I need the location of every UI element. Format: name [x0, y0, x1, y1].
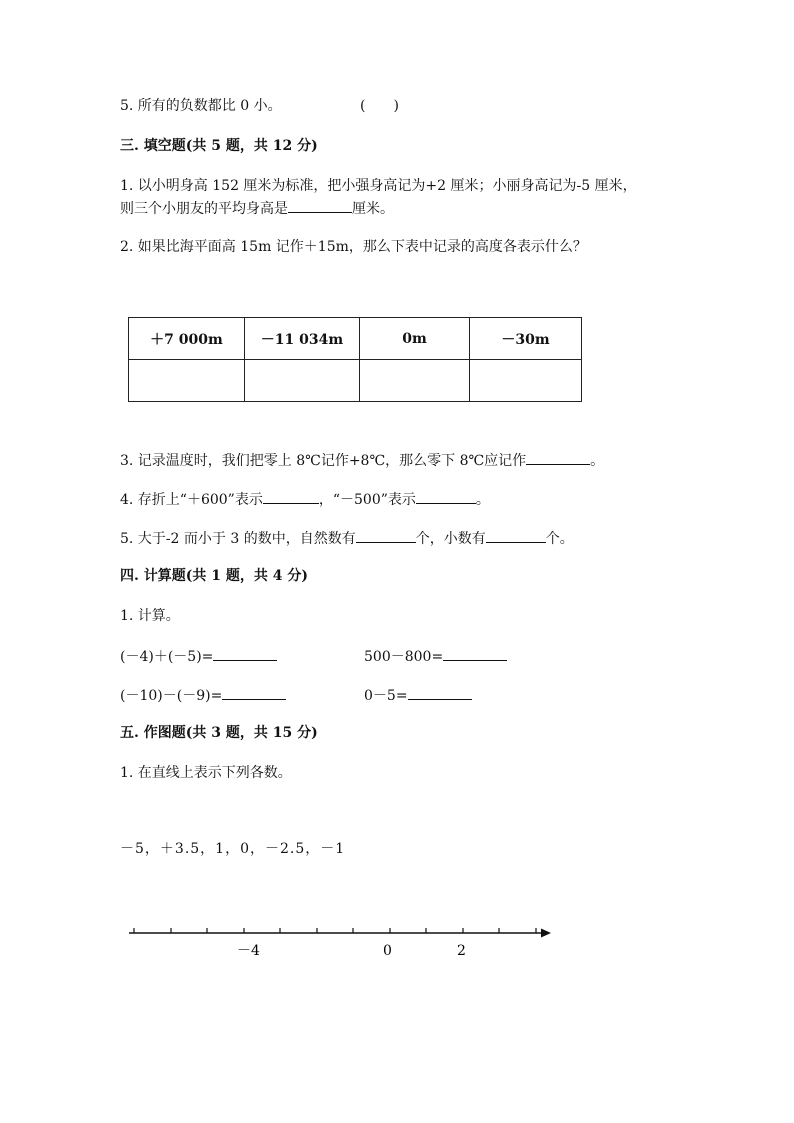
s3-q4	[120, 489, 490, 509]
expr-text: (－4)＋(－5)=	[120, 649, 214, 665]
calc-expression-1	[120, 646, 277, 666]
s3-q1-line1: 1. 以小明身高 152 厘米为标准，把小强身高记为+2 厘米；小丽身高记为-5 厘米，	[120, 178, 637, 194]
number-line[interactable]	[125, 920, 560, 970]
s3-q3-text: 3. 记录温度时，我们把零上 8℃记作+8℃，那么零下 8℃应记作	[120, 453, 527, 469]
answer-cell[interactable]	[360, 360, 470, 402]
answer-cell[interactable]	[129, 360, 245, 402]
numbers-to-plot: －5，＋3.5，1，0，－2.5，－1	[120, 841, 346, 857]
table-header-cell: 0m	[360, 318, 470, 360]
answer-blank[interactable]	[416, 489, 476, 504]
expr-text: 500－800=	[364, 649, 444, 665]
section-5-heading: 五. 作图题(共 3 题，共 15 分)	[120, 725, 318, 741]
table-header-row	[129, 318, 582, 360]
answer-blank[interactable]	[213, 646, 277, 661]
s3-q1-line2	[120, 198, 394, 218]
s3-q5	[120, 528, 574, 548]
expr-text: (－10)－(－9)=	[120, 688, 223, 704]
answer-blank[interactable]	[443, 646, 507, 661]
answer-blank[interactable]	[222, 685, 286, 700]
calc-expression-3	[120, 685, 286, 705]
s3-q5-text1: 5. 大于-2 而小于 3 的数中，自然数有	[120, 531, 356, 547]
s3-q4-text2: ，“－500”表示	[318, 492, 416, 508]
question-5-text: 5. 所有的负数都比 0 小。	[120, 98, 282, 114]
section-4-heading: 四. 计算题(共 1 题，共 4 分)	[120, 568, 308, 584]
answer-parentheses: ( )	[360, 98, 399, 114]
calc-expression-4	[364, 685, 472, 705]
calc-expression-2	[364, 646, 507, 666]
table-answer-row	[129, 360, 582, 402]
table-header-cell: －11 034m	[245, 318, 360, 360]
answer-blank[interactable]	[288, 198, 352, 213]
answer-blank[interactable]	[408, 685, 472, 700]
s3-q4-text3: 。	[475, 492, 490, 508]
section-3-heading: 三. 填空题(共 5 题，共 12 分)	[120, 138, 318, 154]
altitude-table	[128, 317, 582, 402]
s3-q1-text: 则三个小朋友的平均身高是	[120, 201, 288, 217]
answer-cell[interactable]	[245, 360, 360, 402]
s3-q2-text: 2. 如果比海平面高 15m 记作＋15m，那么下表中记录的高度各表示什么？	[120, 239, 587, 255]
answer-blank[interactable]	[356, 528, 416, 543]
axis-label-minus4: －4	[237, 943, 260, 959]
s3-q3	[120, 450, 604, 470]
s3-q5-text3: 个。	[545, 531, 574, 547]
arrow-icon	[541, 929, 551, 938]
s5-q1-text: 1. 在直线上表示下列各数。	[120, 765, 292, 781]
expr-text: 0－5=	[364, 688, 408, 704]
answer-blank[interactable]	[526, 450, 590, 465]
s3-q1-unit: 厘米。	[352, 201, 394, 217]
table-header-cell: －30m	[470, 318, 582, 360]
axis-label-zero: 0	[383, 943, 392, 959]
answer-blank[interactable]	[486, 528, 546, 543]
s3-q5-text2: 个，小数有	[415, 531, 486, 547]
answer-blank[interactable]	[263, 489, 319, 504]
table-header-cell: ＋7 000m	[129, 318, 245, 360]
answer-cell[interactable]	[470, 360, 582, 402]
axis-label-two: 2	[457, 943, 466, 959]
s3-q4-text1: 4. 存折上“＋600”表示	[120, 492, 263, 508]
s3-q3-end: 。	[590, 453, 605, 469]
s4-q1-text: 1. 计算。	[120, 608, 180, 624]
